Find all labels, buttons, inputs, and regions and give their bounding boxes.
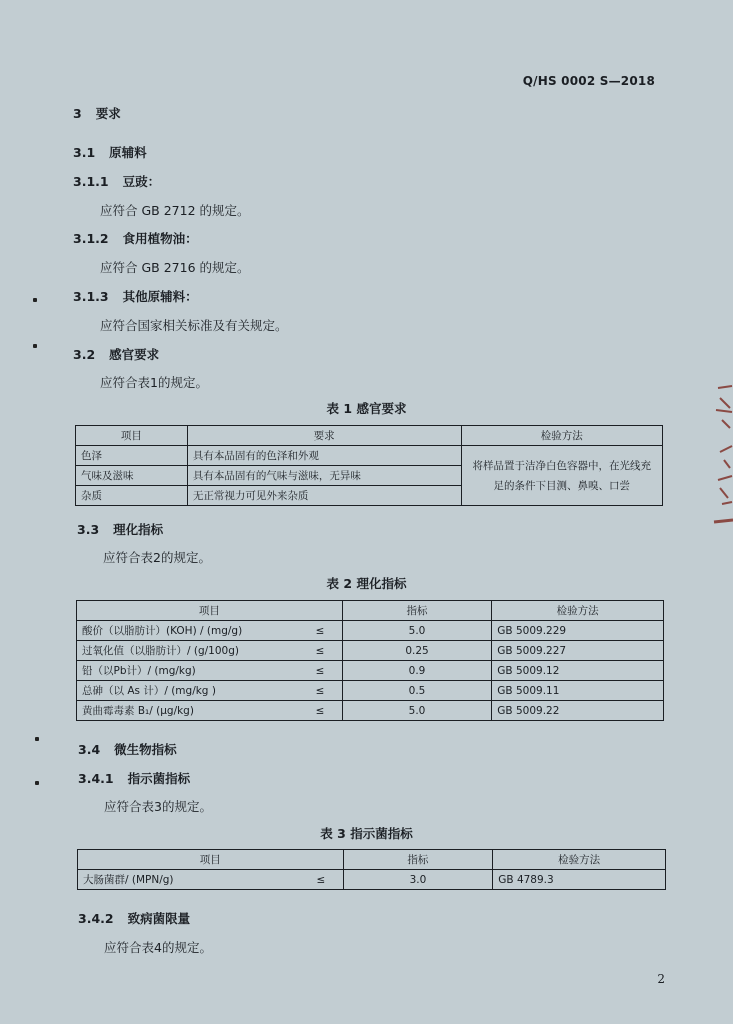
section-title: 致病菌限量: [127, 911, 191, 926]
method-cell: GB 5009.22: [492, 701, 664, 721]
section-3-1-2-heading: [73, 229, 198, 247]
operator-cell: ≤: [298, 641, 342, 661]
table-header-cell: 指标: [343, 850, 493, 870]
table1-caption: 表 1 感官要求: [326, 401, 407, 416]
value-cell: 5.0: [342, 621, 492, 641]
section-3-4-heading: [78, 740, 177, 758]
section-number: 3.1.1: [73, 174, 109, 189]
table-header-cell: 要求: [187, 426, 461, 446]
section-number: 3.4: [78, 742, 101, 757]
section-3-4-1-text: 应符合表3的规定。: [104, 799, 212, 814]
doc-code: Q/HS 0002 S—2018: [522, 74, 655, 88]
page-number: 2: [657, 972, 665, 986]
section-title: 微生物指标: [114, 742, 177, 757]
section-3-4-2-text: 应符合表4的规定。: [104, 940, 212, 955]
section-title: 其他原辅料：: [122, 289, 198, 304]
requirement-cell: 具有本品固有的色泽和外观: [187, 446, 461, 466]
scan-speck: [35, 781, 39, 785]
table-row: [77, 641, 664, 661]
value-cell: 0.9: [342, 661, 492, 681]
section-number: 3.3: [77, 522, 100, 537]
section-3-4-2-heading: [78, 909, 190, 927]
section-3-4-1-heading: [78, 769, 190, 787]
section-number: 3.1: [73, 145, 96, 160]
table2: [76, 600, 664, 721]
requirement-cell: 无正常视力可见外来杂质: [187, 486, 461, 506]
section-3-heading: [73, 104, 121, 122]
table-row: [77, 681, 664, 701]
section-number: 3.4.2: [78, 911, 114, 926]
section-3-1-1-text: 应符合 GB 2712 的规定。: [100, 203, 250, 218]
method-cell: GB 5009.12: [492, 661, 664, 681]
requirement-cell: 具有本品固有的气味与滋味，无异味: [187, 466, 461, 486]
table-row: [76, 446, 663, 466]
table-header-cell: 检验方法: [493, 850, 666, 870]
table-header-cell: 项目: [77, 601, 343, 621]
method-cell: 将样品置于洁净白色容器中，在光线充足的条件下目测、鼻嗅、口尝: [461, 446, 663, 506]
item-cell: 过氧化值（以脂肪计）/ (g/100g): [77, 641, 299, 661]
item-cell: 总砷（以 As 计）/ (mg/kg ): [77, 681, 299, 701]
section-title: 指示菌指标: [127, 771, 191, 786]
item-cell: 气味及滋味: [76, 466, 188, 486]
section-title: 食用植物油：: [122, 231, 198, 246]
section-3-2-heading: [73, 345, 159, 363]
section-title: 原辅料: [109, 145, 147, 160]
item-cell: 色泽: [76, 446, 188, 466]
table-row: [77, 661, 664, 681]
table-header-row: [76, 426, 663, 446]
table-header-cell: 检验方法: [461, 426, 663, 446]
table-header-row: [78, 850, 666, 870]
table-header-cell: 指标: [342, 601, 492, 621]
section-title: 理化指标: [113, 522, 164, 537]
table3: [77, 849, 666, 890]
edge-stamp-fragment: [708, 380, 733, 530]
section-3-3-heading: [77, 520, 163, 538]
section-number: 3.2: [73, 347, 96, 362]
section-3-3-text: 应符合表2的规定。: [103, 550, 211, 565]
section-3-1-heading: [73, 143, 147, 161]
table3-caption: 表 3 指示菌指标: [320, 826, 413, 841]
section-3-1-3-text: 应符合国家相关标准及有关规定。: [100, 318, 288, 333]
value-cell: 5.0: [342, 701, 492, 721]
operator-cell: ≤: [299, 870, 343, 890]
section-number: 3.1.2: [73, 231, 109, 246]
item-cell: 酸价（以脂肪计）(KOH) / (mg/g): [77, 621, 299, 641]
method-cell: GB 5009.229: [492, 621, 664, 641]
operator-cell: ≤: [298, 681, 342, 701]
value-cell: 0.5: [342, 681, 492, 701]
section-title: 感官要求: [109, 347, 160, 362]
section-3-1-2-text: 应符合 GB 2716 的规定。: [100, 260, 250, 275]
section-number: 3: [73, 106, 82, 121]
scan-speck: [33, 344, 37, 348]
item-cell: 铅（以Pb计）/ (mg/kg): [77, 661, 299, 681]
table-row: [77, 621, 664, 641]
section-title: 要求: [95, 106, 121, 121]
method-cell: GB 5009.11: [492, 681, 664, 701]
operator-cell: ≤: [298, 661, 342, 681]
table-header-row: [77, 601, 664, 621]
section-title: 豆豉：: [122, 174, 161, 189]
item-cell: 杂质: [76, 486, 188, 506]
table-row: [77, 701, 664, 721]
section-number: 3.1.3: [73, 289, 109, 304]
value-cell: 3.0: [343, 870, 493, 890]
operator-cell: ≤: [298, 621, 342, 641]
table-header-cell: 项目: [78, 850, 344, 870]
section-3-1-3-heading: [73, 287, 198, 305]
operator-cell: ≤: [298, 701, 342, 721]
method-cell: GB 4789.3: [493, 870, 666, 890]
item-cell: 大肠菌群/ (MPN/g): [78, 870, 300, 890]
table1: [75, 425, 663, 506]
section-3-1-1-heading: [73, 172, 160, 190]
value-cell: 0.25: [342, 641, 492, 661]
table-header-cell: 项目: [76, 426, 188, 446]
scan-speck: [33, 298, 37, 302]
item-cell: 黄曲霉毒素 B₁/ (μg/kg): [77, 701, 299, 721]
table-header-cell: 检验方法: [492, 601, 664, 621]
section-number: 3.4.1: [78, 771, 114, 786]
scan-speck: [35, 737, 39, 741]
table2-caption: 表 2 理化指标: [326, 576, 407, 591]
section-3-2-text: 应符合表1的规定。: [100, 375, 208, 390]
method-cell: GB 5009.227: [492, 641, 664, 661]
table-row: [78, 870, 666, 890]
